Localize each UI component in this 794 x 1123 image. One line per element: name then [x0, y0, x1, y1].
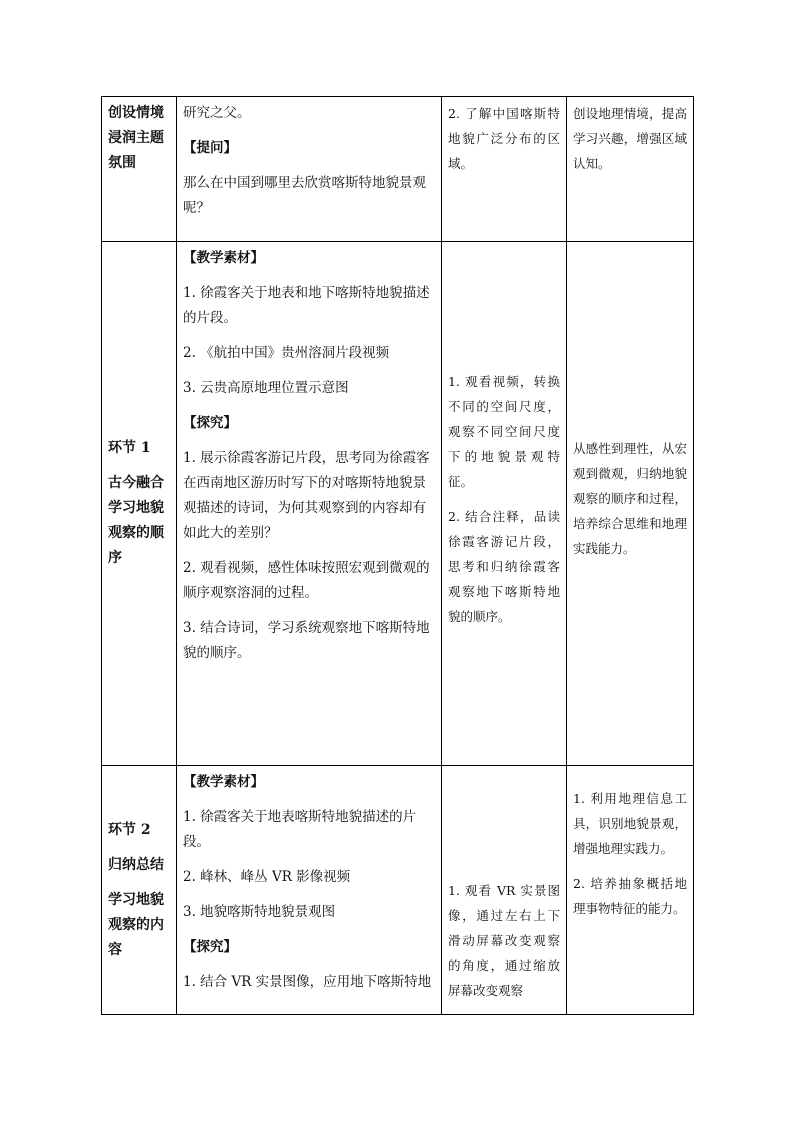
table-row — [102, 242, 694, 766]
activity-heading: 【探究】 — [183, 415, 237, 431]
activity-heading: 【教学素材】 — [183, 774, 264, 790]
activity-heading: 【探究】 — [183, 939, 237, 955]
design-intent-cell — [567, 766, 694, 1015]
activity-text: 3. 地貌喀斯特地貌景观图 — [183, 904, 336, 920]
activity-text: 2. 峰林、峰丛 VR 影像视频 — [183, 869, 351, 885]
student-activity-text: 1. 观看视频，转换不同的空间尺度，观察不同空间尺度下的地貌景观特征。 — [448, 373, 560, 489]
lesson-plan-table — [101, 96, 694, 1015]
teacher-activity-cell — [177, 97, 442, 242]
activity-text: 3. 结合诗词，学习系统观察地下喀斯特地貌的顺序。 — [183, 620, 430, 661]
student-activity-text: 1. 观看 VR 实景图像，通过左右上下滑动屏幕改变观察的角度，通过缩放屏幕改变观察 — [448, 883, 560, 998]
activity-text: 2. 《航拍中国》贵州溶洞片段视频 — [183, 345, 390, 361]
stage-title: 学习地貌观察的内容 — [108, 891, 164, 958]
activity-text: 3. 云贵高原地理位置示意图 — [183, 380, 349, 396]
design-intent-cell — [567, 242, 694, 766]
stage-title-line: 创设情境 — [108, 105, 164, 121]
stage-number: 环节 1 — [108, 440, 151, 456]
stage-title-line: 浸润主题 — [108, 130, 164, 146]
teacher-activity-cell — [177, 766, 442, 1015]
table-row — [102, 766, 694, 1015]
activity-text: 那么在中国到哪里去欣赏喀斯特地貌景观呢？ — [183, 175, 426, 216]
design-intent-cell — [567, 97, 694, 242]
student-activity-cell — [442, 766, 567, 1015]
student-activity-cell — [442, 242, 567, 766]
stage-cell — [102, 242, 177, 766]
activity-text: 1. 展示徐霞客游记片段，思考同为徐霞客在西南地区游历时写下的对喀斯特地貌景观描述的诗词，为何其观察到的内容却有如此大的差别？ — [183, 450, 430, 541]
activity-text: 1. 徐霞客关于地表喀斯特地貌描述的片段。 — [183, 809, 417, 850]
activity-text: 1. 结合 VR 实景图像，应用地下喀斯特地 — [183, 974, 432, 990]
design-intent-text: 2. 培养抽象概括地理事物特征的能力。 — [573, 876, 687, 916]
activity-heading: 【教学素材】 — [183, 250, 264, 266]
stage-cell — [102, 766, 177, 1015]
activity-text: 2. 观看视频，感性体味按照宏观到微观的顺序观察溶洞的过程。 — [183, 560, 430, 601]
stage-title: 古今融合学习地貌观察的顺序 — [108, 475, 164, 566]
student-activity-text: 2. 了解中国喀斯特地貌广泛分布的区域。 — [448, 106, 560, 171]
student-activity-text: 2. 结合注释，品读徐霞客游记片段，思考和归纳徐霞客观察地下喀斯特地貌的顺序。 — [448, 508, 560, 624]
stage-number: 环节 2 — [108, 821, 151, 838]
stage-cell — [102, 97, 177, 242]
table-row — [102, 97, 694, 242]
activity-heading: 【提问】 — [183, 140, 237, 156]
stage-title-line: 氛围 — [108, 155, 136, 171]
design-intent-text: 1. 利用地理信息工具，识别地貌景观，增强地理实践力。 — [573, 791, 687, 856]
student-activity-cell — [442, 97, 567, 242]
stage-subtitle: 归纳总结 — [108, 856, 164, 873]
design-intent-text: 创设地理情境，提高学习兴趣，增强区域认知。 — [573, 106, 687, 171]
activity-text: 研究之父。 — [183, 105, 251, 121]
design-intent-text: 从感性到理性，从宏观到微观，归纳地貌观察的顺序和过程，培养综合思维和地理实践能力。 — [573, 441, 687, 556]
activity-text: 1. 徐霞客关于地表和地下喀斯特地貌描述的片段。 — [183, 285, 430, 326]
teacher-activity-cell — [177, 242, 442, 766]
